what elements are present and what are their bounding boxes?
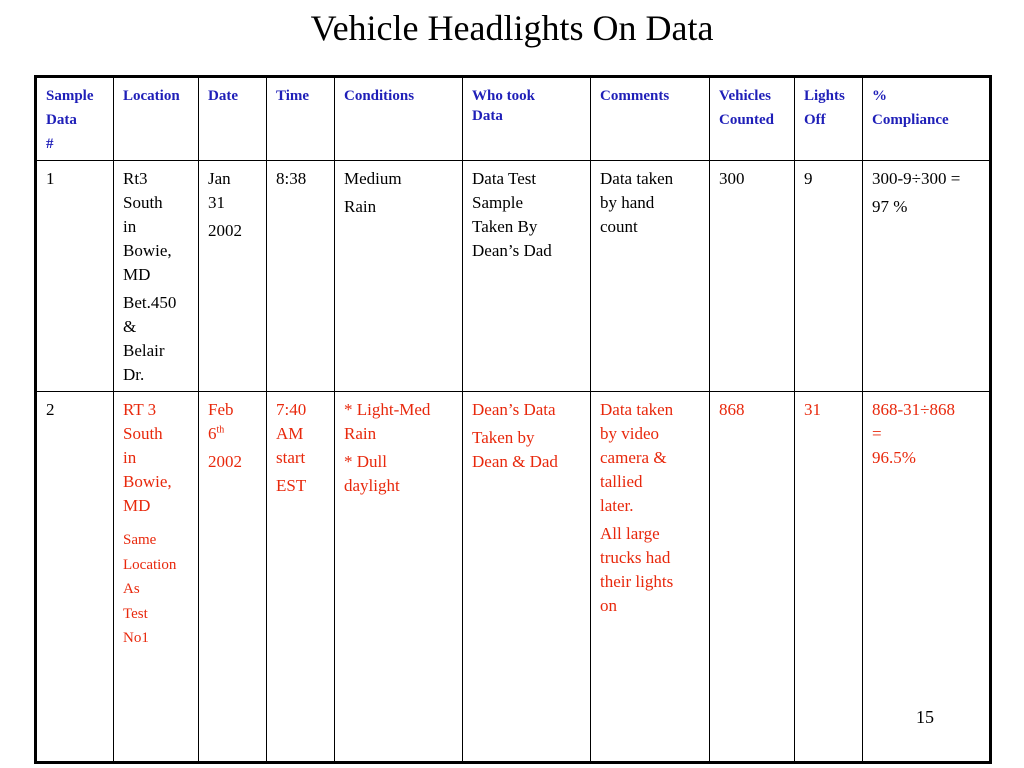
comments-line: by hand (600, 193, 655, 212)
location-line: Rt3 (123, 169, 148, 188)
header-time: Time (267, 77, 335, 161)
comments-line: trucks had (600, 548, 671, 567)
comments-line: camera & (600, 448, 667, 467)
page-number: 15 (916, 707, 934, 727)
cell-vehicles-counted: 300 (710, 161, 795, 392)
cell-time (267, 392, 335, 763)
cell-location (114, 161, 199, 392)
header-compliance-line: % (872, 88, 887, 104)
who-line: Sample (472, 193, 523, 212)
location-line: Bet.450 (123, 293, 177, 312)
cell-who-took-data (463, 161, 591, 392)
date-day: 6 (208, 424, 217, 443)
cell-vehicles-counted: 868 (710, 392, 795, 763)
who-line: Taken By (472, 217, 538, 236)
header-vehicles-line: Vehicles (719, 88, 771, 104)
cell-comments (591, 392, 710, 763)
cell-comments (591, 161, 710, 392)
location-line: South (123, 193, 163, 212)
conditions-line: * Dull (344, 452, 387, 471)
location-line: Same (123, 532, 157, 548)
header-lights-off (795, 77, 863, 161)
date-line: 31 (208, 193, 225, 212)
location-line: & (123, 317, 137, 336)
header-vehicles-line: Counted (719, 112, 775, 128)
table-row (36, 392, 991, 763)
cell-sample: 2 (36, 392, 114, 763)
cell-conditions (335, 161, 463, 392)
compliance-line: = (872, 424, 882, 443)
location-line: in (123, 448, 137, 467)
location-line: Bowie, (123, 472, 172, 491)
header-sample-data (36, 77, 114, 161)
date-day-suffix: th (216, 424, 225, 436)
header-comments: Comments (591, 77, 710, 161)
comments-line: their lights (600, 572, 674, 591)
date-line: Feb (208, 400, 234, 419)
location-line: South (123, 424, 163, 443)
time-line: AM (276, 424, 304, 443)
who-line: Taken by (472, 428, 535, 447)
cell-date (199, 161, 267, 392)
who-line: Dean’s Data (472, 400, 556, 419)
headlights-data-table (34, 75, 992, 764)
location-line: MD (123, 496, 151, 515)
header-who-line: Who took (472, 88, 535, 104)
comments-line: count (600, 217, 638, 236)
conditions-line: daylight (344, 476, 400, 495)
date-line: 2002 (208, 221, 242, 240)
header-who-line: Data (472, 108, 503, 124)
location-line: No1 (123, 630, 149, 646)
cell-location (114, 392, 199, 763)
header-sample-line: Data (46, 112, 77, 128)
comments-line: by video (600, 424, 660, 443)
header-compliance (863, 77, 991, 161)
header-sample-line: # (46, 136, 54, 152)
compliance-line: 300-9÷300 = (872, 169, 961, 188)
cell-time: 8:38 (267, 161, 335, 392)
who-line: Dean’s Dad (472, 241, 552, 260)
cell-date (199, 392, 267, 763)
conditions-line: * Light-Med (344, 400, 431, 419)
comments-line: Data taken (600, 400, 674, 419)
compliance-line: 868-31÷868 (872, 400, 955, 419)
cell-compliance (863, 161, 991, 392)
location-line: As (123, 581, 140, 597)
location-line: in (123, 217, 137, 236)
header-lights-line: Off (804, 112, 826, 128)
cell-who-took-data (463, 392, 591, 763)
date-line (208, 422, 260, 446)
cell-lights-off: 9 (795, 161, 863, 392)
header-row (36, 77, 991, 161)
location-line: Belair (123, 341, 165, 360)
time-line: start (276, 448, 306, 467)
header-location: Location (114, 77, 199, 161)
comments-line: All large (600, 524, 660, 543)
location-line: MD (123, 265, 151, 284)
location-line: Location (123, 556, 177, 573)
header-compliance-line: Compliance (872, 112, 949, 128)
header-sample-line: Sample (46, 88, 94, 104)
comments-line: on (600, 596, 617, 615)
cell-conditions (335, 392, 463, 763)
location-line: Dr. (123, 365, 145, 384)
conditions-line: Rain (344, 424, 377, 443)
who-line: Data Test (472, 169, 537, 188)
compliance-line: 97 % (872, 197, 908, 216)
header-lights-line: Lights (804, 88, 845, 104)
header-who-took-data (463, 77, 591, 161)
date-line: 2002 (208, 452, 242, 471)
time-line: 7:40 (276, 400, 307, 419)
conditions-line: Rain (344, 197, 377, 216)
location-line: Bowie, (123, 241, 172, 260)
cell-lights-off: 31 (795, 392, 863, 763)
header-vehicles-counted (710, 77, 795, 161)
conditions-line: Medium (344, 169, 402, 188)
table-row (36, 161, 991, 392)
header-date: Date (199, 77, 267, 161)
comments-line: later. (600, 496, 634, 515)
time-line: EST (276, 476, 307, 495)
comments-line: Data taken (600, 169, 674, 188)
location-line: RT 3 (123, 400, 157, 419)
slide-title: Vehicle Headlights On Data (310, 8, 714, 48)
cell-sample: 1 (36, 161, 114, 392)
location-line: Test (123, 605, 148, 622)
date-line: Jan (208, 169, 231, 188)
compliance-line: 96.5% (872, 448, 916, 467)
who-line: Dean & Dad (472, 452, 558, 471)
comments-line: tallied (600, 472, 643, 491)
header-conditions: Conditions (335, 77, 463, 161)
